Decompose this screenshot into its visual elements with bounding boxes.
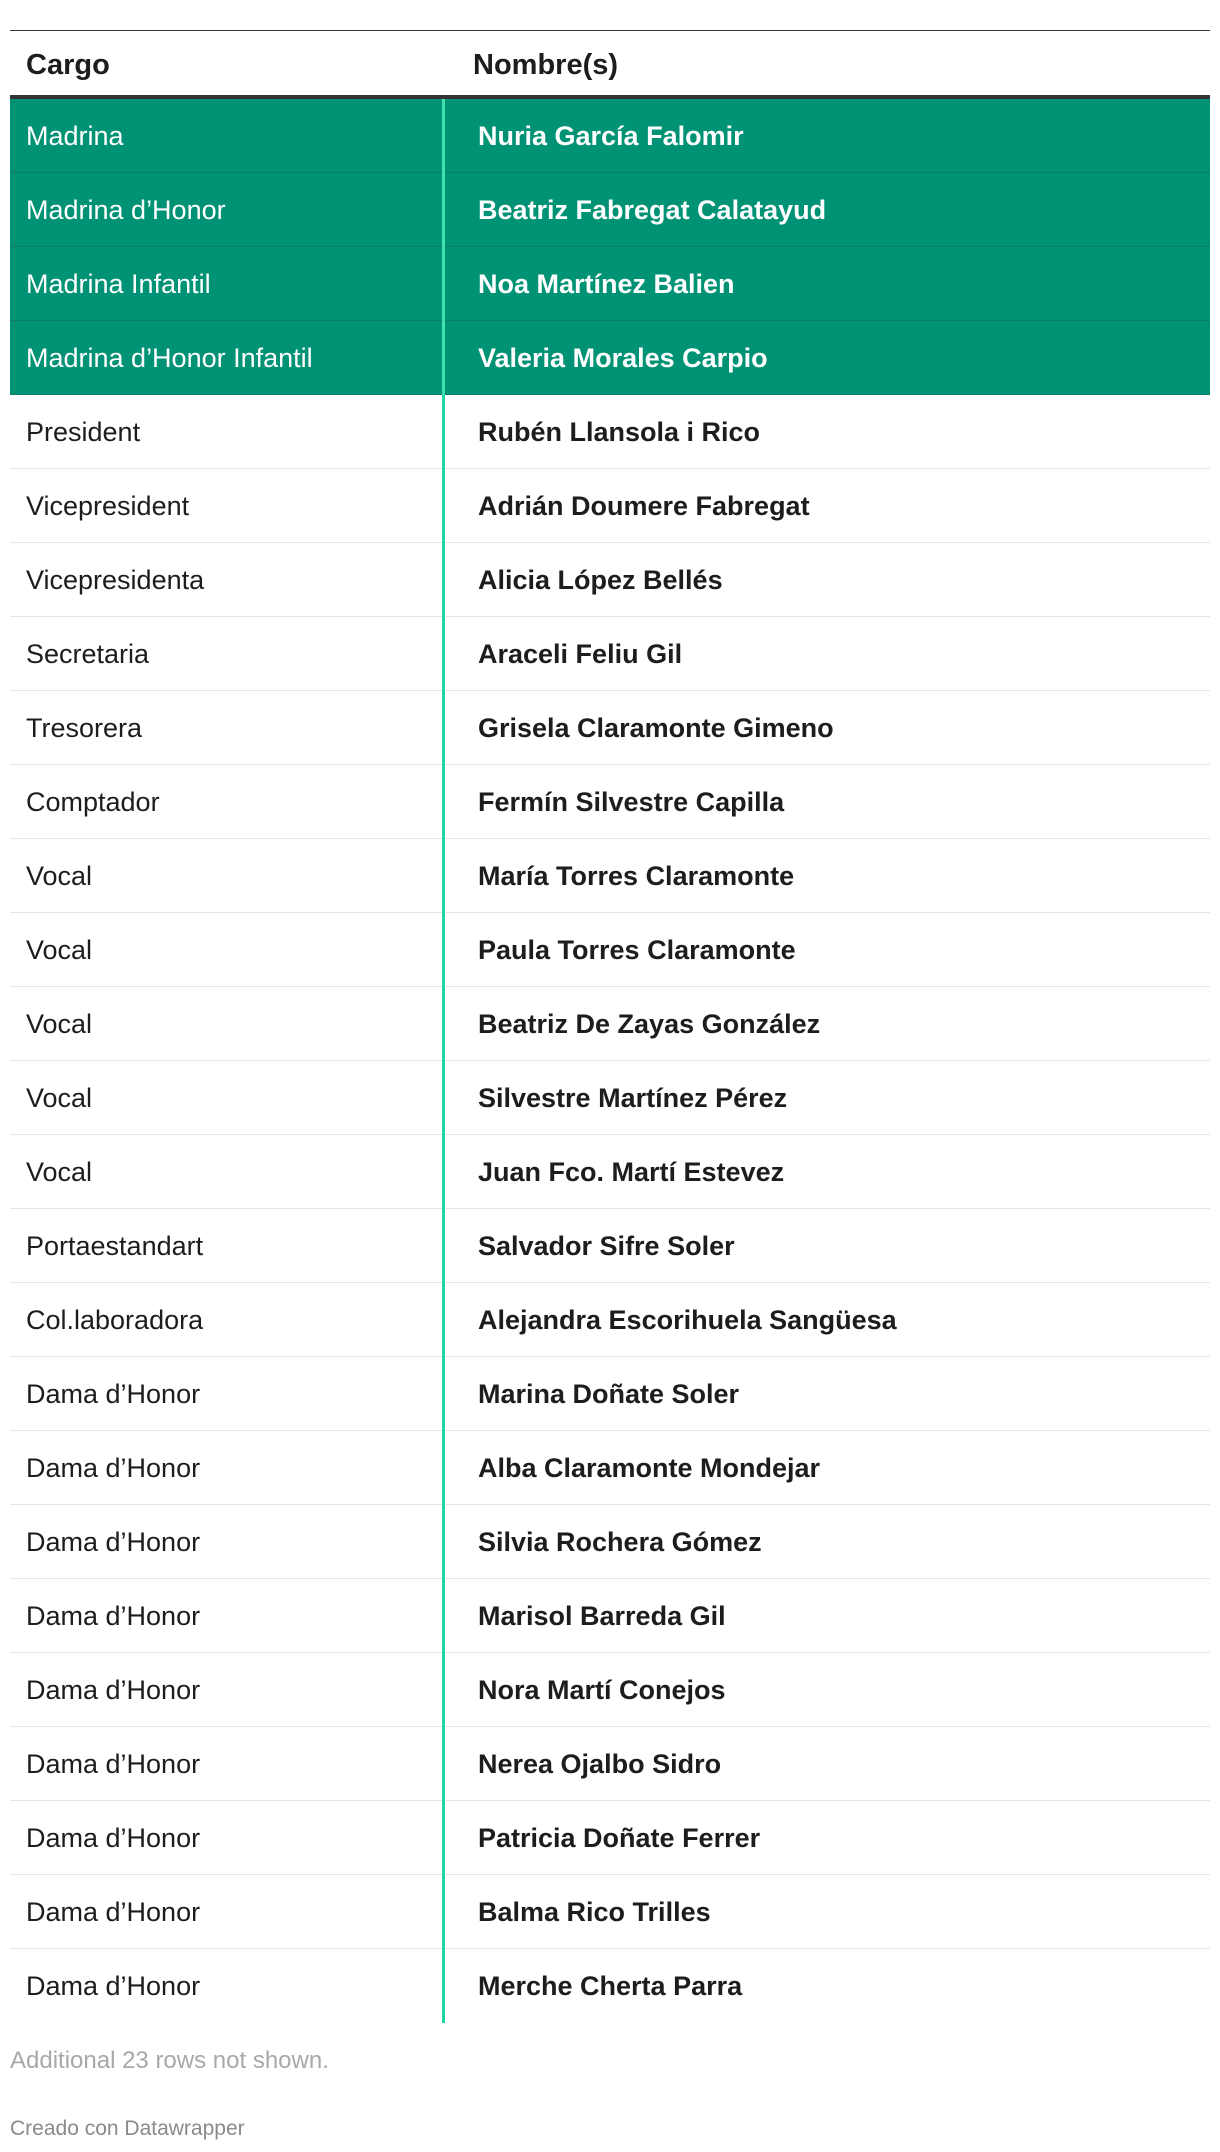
column-divider — [442, 1653, 445, 1727]
cell-cargo: President — [26, 417, 141, 447]
cell-cargo: Vicepresidenta — [26, 565, 205, 595]
column-divider — [442, 839, 445, 913]
cell-nombre: Merche Cherta Parra — [478, 1971, 743, 2001]
table-row — [10, 1209, 1210, 1283]
cell-cargo: Madrina d’Honor Infantil — [26, 343, 313, 373]
cell-nombre: Rubén Llansola i Rico — [478, 417, 761, 447]
column-divider — [442, 321, 445, 395]
cell-nombre: Alejandra Escorihuela Sangüesa — [478, 1305, 897, 1335]
cell-nombre: Silvestre Martínez Pérez — [478, 1083, 788, 1113]
cell-cargo: Portaestandart — [26, 1231, 204, 1261]
cell-cargo: Dama d’Honor — [26, 1897, 201, 1927]
cell-cargo: Dama d’Honor — [26, 1453, 201, 1483]
column-divider — [442, 1875, 445, 1949]
column-divider — [442, 1431, 445, 1505]
cell-nombre: Nora Martí Conejos — [478, 1675, 726, 1705]
cell-nombre: Beatriz De Zayas González — [478, 1009, 821, 1039]
cell-nombre: Juan Fco. Martí Estevez — [478, 1157, 785, 1187]
cell-cargo: Comptador — [26, 787, 160, 817]
cell-cargo: Col.laboradora — [26, 1305, 204, 1335]
cell-nombre: Beatriz Fabregat Calatayud — [478, 195, 827, 225]
table-header — [10, 31, 1210, 99]
table-row-highlighted — [10, 173, 1210, 247]
cell-nombre: Valeria Morales Carpio — [478, 343, 768, 373]
rows-not-shown-note: Additional 23 rows not shown. — [10, 2047, 329, 2074]
column-divider — [442, 617, 445, 691]
table-row-highlighted — [10, 99, 1210, 173]
cell-nombre: María Torres Claramonte — [478, 861, 795, 891]
column-divider — [442, 1357, 445, 1431]
cell-cargo: Vocal — [26, 935, 93, 965]
cell-nombre: Nerea Ojalbo Sidro — [478, 1749, 722, 1779]
cell-nombre: Silvia Rochera Gómez — [478, 1527, 762, 1557]
table-row — [10, 691, 1210, 765]
cell-cargo: Dama d’Honor — [26, 1823, 201, 1853]
table-row-highlighted — [10, 321, 1210, 395]
column-divider — [442, 1801, 445, 1875]
table-row — [10, 1135, 1210, 1209]
column-divider — [442, 395, 445, 469]
table-row — [10, 1061, 1210, 1135]
table-row — [10, 1579, 1210, 1653]
cell-cargo: Dama d’Honor — [26, 1601, 201, 1631]
table-row — [10, 913, 1210, 987]
cell-cargo: Madrina d’Honor — [26, 195, 226, 225]
table-row — [10, 617, 1210, 691]
cell-nombre: Patricia Doñate Ferrer — [478, 1823, 761, 1853]
cell-nombre: Adrián Doumere Fabregat — [478, 491, 810, 521]
column-header-nombre[interactable]: Nombre(s) — [473, 49, 619, 81]
column-divider — [442, 913, 445, 987]
table-row — [10, 543, 1210, 617]
table-row — [10, 1801, 1210, 1875]
cell-cargo: Vocal — [26, 1157, 93, 1187]
column-divider — [442, 1579, 445, 1653]
column-divider — [442, 247, 445, 321]
cell-cargo: Dama d’Honor — [26, 1527, 201, 1557]
cell-nombre: Fermín Silvestre Capilla — [478, 787, 785, 817]
cell-nombre: Grisela Claramonte Gimeno — [478, 713, 834, 743]
table-row — [10, 469, 1210, 543]
table-row — [10, 1949, 1210, 2023]
column-divider — [442, 543, 445, 617]
cell-nombre: Balma Rico Trilles — [478, 1897, 711, 1927]
table-row — [10, 1357, 1210, 1431]
column-divider — [442, 469, 445, 543]
cell-cargo: Vocal — [26, 1083, 93, 1113]
cell-cargo: Tresorera — [26, 713, 143, 743]
cell-cargo: Madrina Infantil — [26, 269, 211, 299]
table-row — [10, 395, 1210, 469]
column-header-cargo[interactable]: Cargo — [26, 49, 110, 81]
column-divider — [442, 1061, 445, 1135]
table-body — [10, 99, 1210, 2023]
cell-nombre: Noa Martínez Balien — [478, 269, 735, 299]
table-row — [10, 1283, 1210, 1357]
table-row-highlighted — [10, 247, 1210, 321]
column-divider — [442, 765, 445, 839]
cell-cargo: Vicepresident — [26, 491, 190, 521]
cell-nombre: Salvador Sifre Soler — [478, 1231, 735, 1261]
cell-nombre: Araceli Feliu Gil — [478, 639, 683, 669]
datawrapper-credit: Creado con Datawrapper — [10, 2117, 245, 2140]
table-row — [10, 839, 1210, 913]
column-divider — [442, 173, 445, 247]
cell-cargo: Vocal — [26, 1009, 93, 1039]
column-divider — [442, 99, 445, 173]
column-divider — [442, 1283, 445, 1357]
table-row — [10, 1727, 1210, 1801]
table-row — [10, 1431, 1210, 1505]
cell-nombre: Marina Doñate Soler — [478, 1379, 740, 1409]
cell-nombre: Alba Claramonte Mondejar — [478, 1453, 821, 1483]
cell-nombre: Marisol Barreda Gil — [478, 1601, 726, 1631]
column-divider — [442, 691, 445, 765]
cell-cargo: Dama d’Honor — [26, 1749, 201, 1779]
cell-cargo: Dama d’Honor — [26, 1379, 201, 1409]
cell-cargo: Secretaria — [26, 639, 150, 669]
cell-cargo: Vocal — [26, 861, 93, 891]
cell-cargo: Dama d’Honor — [26, 1971, 201, 2001]
table-row — [10, 1653, 1210, 1727]
cell-nombre: Alicia López Bellés — [478, 565, 723, 595]
cell-cargo: Madrina — [26, 121, 124, 151]
table-row — [10, 987, 1210, 1061]
column-divider — [442, 1135, 445, 1209]
column-divider — [442, 1505, 445, 1579]
data-table — [10, 30, 1210, 2023]
table-row — [10, 765, 1210, 839]
cell-cargo: Dama d’Honor — [26, 1675, 201, 1705]
column-divider — [442, 1209, 445, 1283]
table-row — [10, 1875, 1210, 1949]
column-divider — [442, 1949, 445, 2023]
column-divider — [442, 987, 445, 1061]
cell-nombre: Paula Torres Claramonte — [478, 935, 796, 965]
cell-nombre: Nuria García Falomir — [478, 121, 744, 151]
table-row — [10, 1505, 1210, 1579]
column-divider — [442, 1727, 445, 1801]
